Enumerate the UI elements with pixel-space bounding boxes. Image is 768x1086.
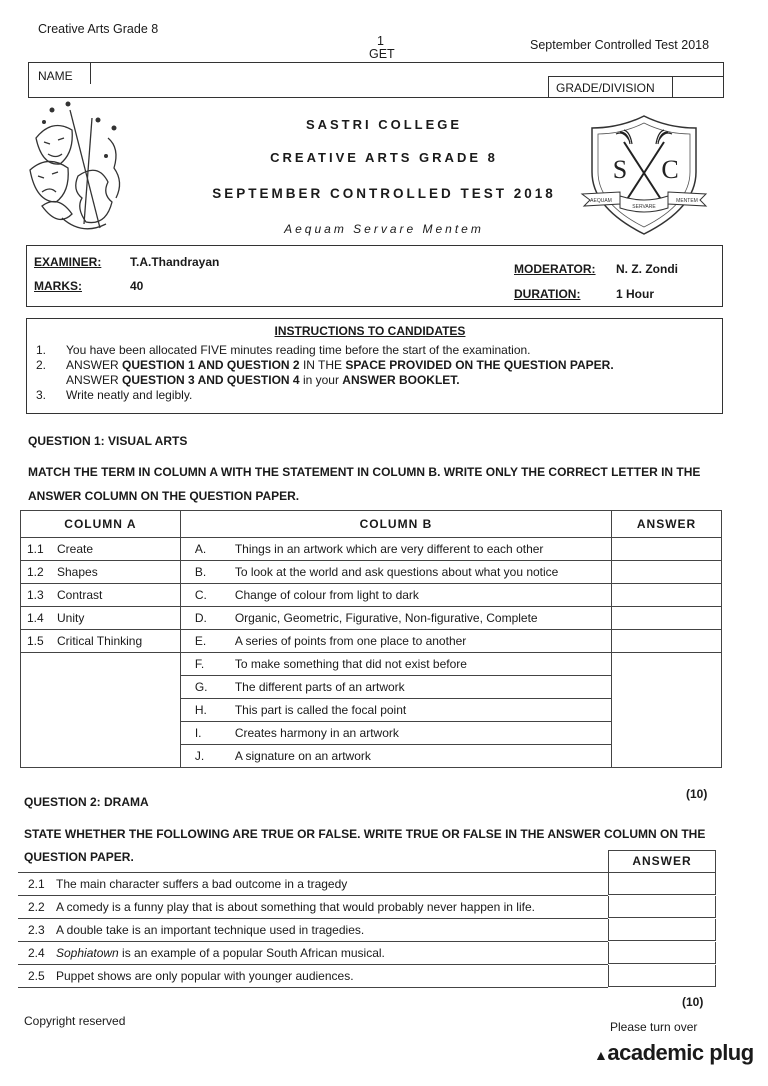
column-b-cell (180, 561, 611, 584)
question2-title: QUESTION 2: DRAMA (24, 795, 149, 809)
statement-letter: C. (194, 588, 207, 602)
item-text: is an example of a popular South African musical. (118, 946, 385, 960)
answer-field[interactable] (608, 896, 716, 918)
list-item (18, 965, 608, 988)
instruction-1: 1. You have been allocated FIVE minutes reading time before the start of the examination. (36, 343, 531, 357)
duration-label: DURATION: (514, 287, 581, 301)
statement-text: Creates harmony in an artwork (234, 726, 399, 740)
term-text: Contrast (57, 588, 103, 602)
question1-instruction-line2: ANSWER COLUMN ON THE QUESTION PAPER. (28, 489, 300, 503)
header-phase: GET (369, 47, 395, 61)
school-name: SASTRI COLLEGE (305, 117, 463, 132)
term-number: 1.2 (27, 565, 44, 579)
term-text: Unity (57, 611, 85, 625)
statement-text: This part is called the focal point (234, 703, 407, 717)
item-text: Puppet shows are only popular with younger audiences. (56, 969, 354, 983)
examiner-label: EXAMINER: (34, 255, 102, 269)
term-text: Shapes (57, 565, 98, 579)
answer-field[interactable] (612, 607, 722, 630)
question1-table (20, 510, 722, 768)
column-b-header: COLUMN B (180, 511, 611, 538)
examiner-value: T.A.Thandrayan (130, 255, 220, 269)
item-number: 2.2 (28, 900, 45, 914)
answer-field[interactable] (612, 561, 722, 584)
moderator-value: N. Z. Zondi (616, 262, 678, 276)
table-row (21, 630, 722, 653)
statement-letter: E. (194, 634, 207, 648)
crest-letter-s: S (612, 155, 628, 184)
column-a-empty-cell (21, 653, 181, 768)
item-italic-text: Sophiatown (56, 946, 119, 960)
list-item (18, 919, 608, 942)
list-item (18, 942, 608, 965)
column-b-cell (180, 630, 611, 653)
academic-plug-watermark: ▲academic plug (594, 1040, 754, 1065)
svg-text:MENTEM: MENTEM (676, 198, 698, 204)
column-b-cell (180, 538, 611, 561)
statement-letter: D. (194, 611, 207, 625)
statement-letter: I. (194, 726, 202, 740)
statement-text: Things in an artwork which are very different to each other (234, 542, 544, 556)
column-a-cell (21, 561, 181, 584)
marks-label: MARKS: (34, 279, 82, 293)
header-test-name: September Controlled Test 2018 (530, 38, 710, 52)
marks-value: 40 (130, 279, 144, 293)
test-title: SEPTEMBER CONTROLLED TEST 2018 (212, 186, 556, 201)
statement-text: A series of points from one place to another (234, 634, 467, 648)
school-crest-icon (580, 112, 710, 238)
statement-text: To look at the world and ask questions about what you notice (234, 565, 559, 579)
statement-letter: J. (194, 749, 205, 763)
answer-field[interactable] (608, 873, 716, 895)
copyright-text: Copyright reserved (24, 1014, 126, 1028)
moderator-label: MODERATOR: (514, 262, 596, 276)
term-number: 1.1 (27, 542, 44, 556)
instruction-2b: ANSWER QUESTION 3 AND QUESTION 4 in your ANSWER BOOKLET. (66, 373, 460, 387)
turn-over-text: Please turn over (610, 1020, 698, 1034)
table-row (21, 653, 722, 676)
column-b-cell (180, 722, 611, 745)
column-a-cell (21, 607, 181, 630)
statement-letter: B. (194, 565, 207, 579)
column-a-cell (21, 584, 181, 607)
grade-field[interactable] (673, 77, 723, 97)
subject-title: CREATIVE ARTS GRADE 8 (270, 150, 498, 165)
statement-letter: H. (194, 703, 207, 717)
list-item (18, 873, 608, 896)
table-row (21, 584, 722, 607)
term-text: Create (57, 542, 94, 556)
graduation-cap-icon: ▲ (594, 1047, 608, 1063)
column-b-cell (180, 745, 611, 768)
column-a-header: COLUMN A (21, 511, 181, 538)
term-number: 1.5 (27, 634, 44, 648)
name-label: NAME (38, 69, 73, 83)
item-number: 2.1 (28, 877, 45, 891)
item-text: A double take is an important technique used in tragedies. (56, 923, 365, 937)
question1-title: QUESTION 1: VISUAL ARTS (28, 434, 188, 448)
question2-instruction-line2: QUESTION PAPER. (24, 850, 134, 864)
statement-letter: G. (194, 680, 208, 694)
column-b-cell (180, 699, 611, 722)
item-number: 2.3 (28, 923, 45, 937)
school-motto: Aequam Servare Mentem (284, 222, 484, 236)
answer-field[interactable] (612, 584, 722, 607)
term-number: 1.4 (27, 611, 44, 625)
grade-divider-left (548, 76, 549, 98)
column-a-cell (21, 630, 181, 653)
question2-marks: (10) (682, 995, 704, 1009)
header-subject: Creative Arts Grade 8 (38, 22, 159, 36)
table-row (21, 538, 722, 561)
item-text: A comedy is a funny play that is about something that would probably never happen in life. (56, 900, 535, 914)
instruction-2: 2. ANSWER QUESTION 1 AND QUESTION 2 IN THE SPACE PROVIDED ON THE QUESTION PAPER. (36, 358, 614, 372)
question2-answer-header: ANSWER (608, 850, 716, 872)
statement-text: Change of colour from light to dark (234, 588, 419, 602)
answer-field[interactable] (608, 942, 716, 964)
table-row (21, 561, 722, 584)
answer-field[interactable] (608, 965, 716, 987)
question1-marks: (10) (686, 787, 708, 801)
item-number: 2.5 (28, 969, 45, 983)
statement-text: The different parts of an artwork (234, 680, 405, 694)
column-b-cell (180, 584, 611, 607)
term-number: 1.3 (27, 588, 44, 602)
column-b-cell (180, 653, 611, 676)
item-number: 2.4 (28, 946, 45, 960)
list-item (18, 896, 608, 919)
crest-letter-c: C (661, 155, 679, 184)
instructions-heading: INSTRUCTIONS TO CANDIDATES (274, 324, 466, 338)
question2-instruction-line1: STATE WHETHER THE FOLLOWING ARE TRUE OR FALSE. WRITE TRUE OR FALSE IN THE ANSWER COLUMN ON THE (24, 827, 706, 841)
statement-text: Organic, Geometric, Figurative, Non-figurative, Complete (234, 611, 538, 625)
table-row (21, 607, 722, 630)
column-b-cell (180, 676, 611, 699)
statement-letter: A. (194, 542, 207, 556)
statement-letter: F. (194, 657, 205, 671)
term-text: Critical Thinking (57, 634, 143, 648)
answer-header: ANSWER (612, 511, 722, 538)
item-text: The main character suffers a bad outcome in a tragedy (56, 877, 348, 891)
statement-text: To make something that did not exist before (234, 657, 467, 671)
table-header-row (21, 511, 722, 538)
name-field[interactable] (91, 62, 546, 84)
instruction-3: 3. Write neatly and legibly. (36, 388, 193, 402)
statement-text: A signature on an artwork (234, 749, 371, 763)
answer-empty-cell (612, 653, 722, 768)
duration-value: 1 Hour (616, 287, 655, 301)
grade-label: GRADE/DIVISION (556, 81, 655, 95)
page-number: 1 (377, 34, 384, 48)
svg-text:AEQUAM: AEQUAM (590, 198, 612, 204)
question1-instruction-line1: MATCH THE TERM IN COLUMN A WITH THE STATEMENT IN COLUMN B. WRITE ONLY THE CORRECT LETTER IN THE (28, 465, 701, 479)
svg-text:SERVARE: SERVARE (632, 204, 656, 210)
answer-field[interactable] (612, 538, 722, 561)
column-b-cell (180, 607, 611, 630)
column-a-cell (21, 538, 181, 561)
answer-field[interactable] (608, 919, 716, 941)
answer-field[interactable] (612, 630, 722, 653)
